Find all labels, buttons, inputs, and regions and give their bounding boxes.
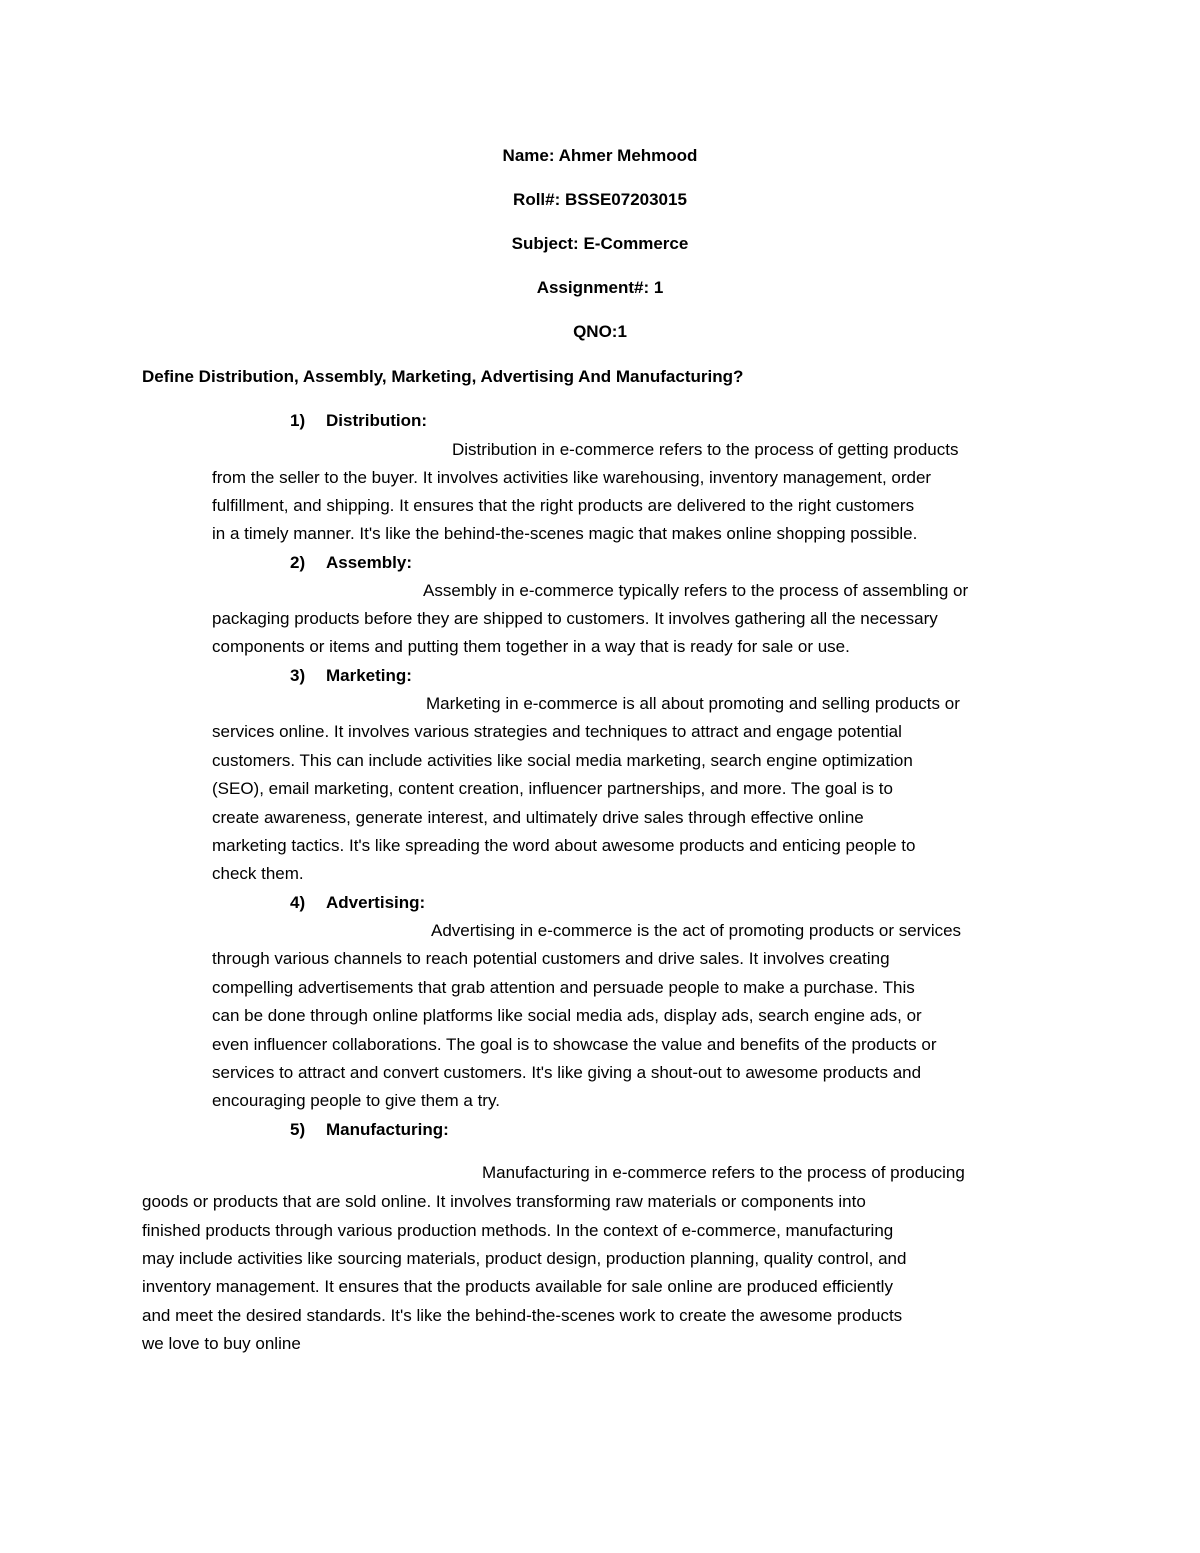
paragraph-line: services online. It involves various strategies and techniques to attract and engage potential <box>212 722 902 741</box>
paragraph-line: Assembly in e-commerce typically refers to the process of assembling or <box>423 581 969 600</box>
section-heading-distribution <box>290 410 427 432</box>
paragraph-line: inventory management. It ensures that the products available for sale online are produced efficiently <box>142 1277 893 1296</box>
question-number: QNO:1 <box>573 322 627 341</box>
section-number: 3) <box>290 666 306 685</box>
section-heading-assembly <box>290 552 412 574</box>
paragraph-line: we love to buy online <box>142 1334 301 1353</box>
paragraph-line: encouraging people to give them a try. <box>212 1091 500 1110</box>
paragraph-line: may include activities like sourcing materials, product design, production planning, quality control, and <box>142 1249 907 1268</box>
assignment-number: Assignment#: 1 <box>536 278 664 297</box>
section-number: 5) <box>290 1120 306 1139</box>
section-title: Advertising: <box>326 893 426 912</box>
paragraph-line: services to attract and convert customers. It's like giving a shout-out to awesome products and <box>212 1063 922 1082</box>
paragraph-line: in a timely manner. It's like the behind-the-scenes magic that makes online shopping possible. <box>212 524 918 543</box>
paragraph-line: goods or products that are sold online. It involves transforming raw materials or components into <box>142 1192 866 1211</box>
paragraph-line: components or items and putting them together in a way that is ready for sale or use. <box>212 637 850 656</box>
section-number: 1) <box>290 411 306 430</box>
paragraph-line: compelling advertisements that grab attention and persuade people to make a purchase. This <box>212 978 915 997</box>
roll-number: Roll#: BSSE07203015 <box>513 190 687 209</box>
section-heading-marketing <box>290 665 412 687</box>
paragraph-line: from the seller to the buyer. It involves activities like warehousing, inventory management, order <box>212 468 932 487</box>
paragraph-line: packaging products before they are shipped to customers. It involves gathering all the necessary <box>212 609 938 628</box>
section-title: Assembly: <box>326 553 412 572</box>
section-title: Manufacturing: <box>326 1120 449 1139</box>
paragraph-line: Manufacturing in e-commerce refers to the process of producing <box>482 1163 965 1182</box>
paragraph-line: even influencer collaborations. The goal is to showcase the value and benefits of the products or <box>212 1035 937 1054</box>
subject: Subject: E-Commerce <box>511 234 689 253</box>
section-heading-manufacturing <box>290 1119 449 1141</box>
paragraph-line: create awareness, generate interest, and ultimately drive sales through effective online <box>212 808 864 827</box>
paragraph-line: can be done through online platforms like social media ads, display ads, search engine ads, or <box>212 1006 922 1025</box>
section-title: Distribution: <box>326 411 428 430</box>
student-name: Name: Ahmer Mehmood <box>502 146 698 165</box>
section-number: 4) <box>290 893 306 912</box>
paragraph-line: (SEO), email marketing, content creation, influencer partnerships, and more. The goal is to <box>212 779 893 798</box>
paragraph-line: Advertising in e-commerce is the act of promoting products or services <box>431 921 962 940</box>
paragraph-line: customers. This can include activities like social media marketing, search engine optimization <box>212 751 913 770</box>
section-heading-advertising <box>290 892 425 914</box>
paragraph-line: through various channels to reach potential customers and drive sales. It involves creating <box>212 949 890 968</box>
question-heading: Define Distribution, Assembly, Marketing, Advertising And Manufacturing? <box>142 367 744 386</box>
section-number: 2) <box>290 553 306 572</box>
paragraph-line: fulfillment, and shipping. It ensures that the right products are delivered to the right customers <box>212 496 915 515</box>
paragraph-line: finished products through various production methods. In the context of e-commerce, manufacturing <box>142 1221 894 1240</box>
paragraph-line: and meet the desired standards. It's like the behind-the-scenes work to create the awesome products <box>142 1306 903 1325</box>
section-title: Marketing: <box>326 666 412 685</box>
paragraph-line: Marketing in e-commerce is all about promoting and selling products or <box>426 694 960 713</box>
paragraph-line: check them. <box>212 864 304 883</box>
paragraph-line: Distribution in e-commerce refers to the process of getting products <box>452 440 959 459</box>
paragraph-line: marketing tactics. It's like spreading the word about awesome products and enticing people to <box>212 836 916 855</box>
